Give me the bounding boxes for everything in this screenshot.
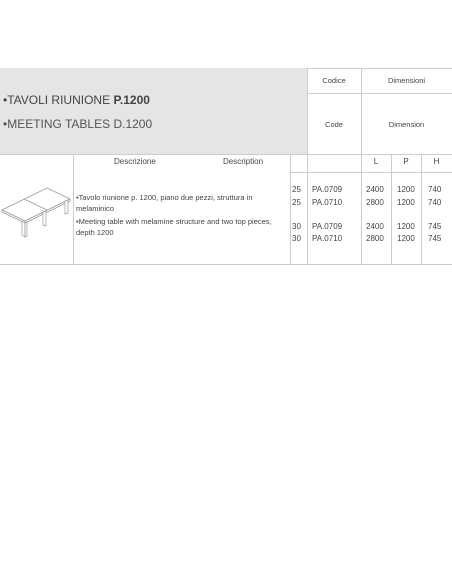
row-1-p: 1200 [397,185,415,194]
code-label: Code [325,120,343,129]
header-bottom-line [0,154,452,155]
col-header-descrizione: Descrizione [114,157,156,166]
row-2-h: 740 [428,198,442,207]
title-english: •MEETING TABLES D.1200 [3,117,153,131]
column-header-line [290,172,452,173]
col-line-desc [73,154,74,264]
row-1-l: 2400 [366,185,384,194]
row-3-thickness: 30 [292,222,301,231]
col-header-description: Description [223,157,264,166]
description-english: •Meeting table with melamine structure and two top pieces, depth 1200 [76,217,272,237]
header-background [0,68,307,154]
row-3-p: 1200 [397,222,415,231]
row-3-h: 745 [428,222,442,231]
col-header-l: L [373,157,379,166]
row-4-thickness: 30 [292,234,301,243]
row-4-code: PA.0710 [312,234,343,243]
header-mid-line [307,93,452,94]
description-italian: •Tavolo riunione p. 1200, piano due pezzi, struttura in melaminico [76,193,253,213]
title-italian: •TAVOLI RIUNIONE P.1200 [3,93,150,107]
header-top-line [307,68,452,69]
row-3-l: 2400 [366,222,384,231]
row-4-p: 1200 [397,234,415,243]
row-3-code: PA.0709 [312,222,343,231]
col-header-h: H [433,157,440,166]
meeting-table-image [0,183,72,239]
row-4-l: 2800 [366,234,384,243]
row-2-l: 2800 [366,198,384,207]
dimensioni-label: Dimensioni [387,76,426,85]
row-1-h: 740 [428,185,442,194]
col-line-thickness [290,154,291,264]
row-2-thickness: 25 [292,198,301,207]
row-1-code: PA.0709 [312,185,343,194]
row-4-h: 745 [428,234,442,243]
codice-label: Codice [322,76,346,85]
col-header-p: P [403,157,409,166]
col-line-h [421,154,422,264]
col-line-p [391,154,392,264]
table-bottom-line [0,264,452,265]
row-2-code: PA.0710 [312,198,343,207]
dimension-label: Dimension [388,120,425,129]
col-line-l [361,154,362,264]
col-line-code [307,154,308,264]
row-1-thickness: 25 [292,185,301,194]
row-2-p: 1200 [397,198,415,207]
